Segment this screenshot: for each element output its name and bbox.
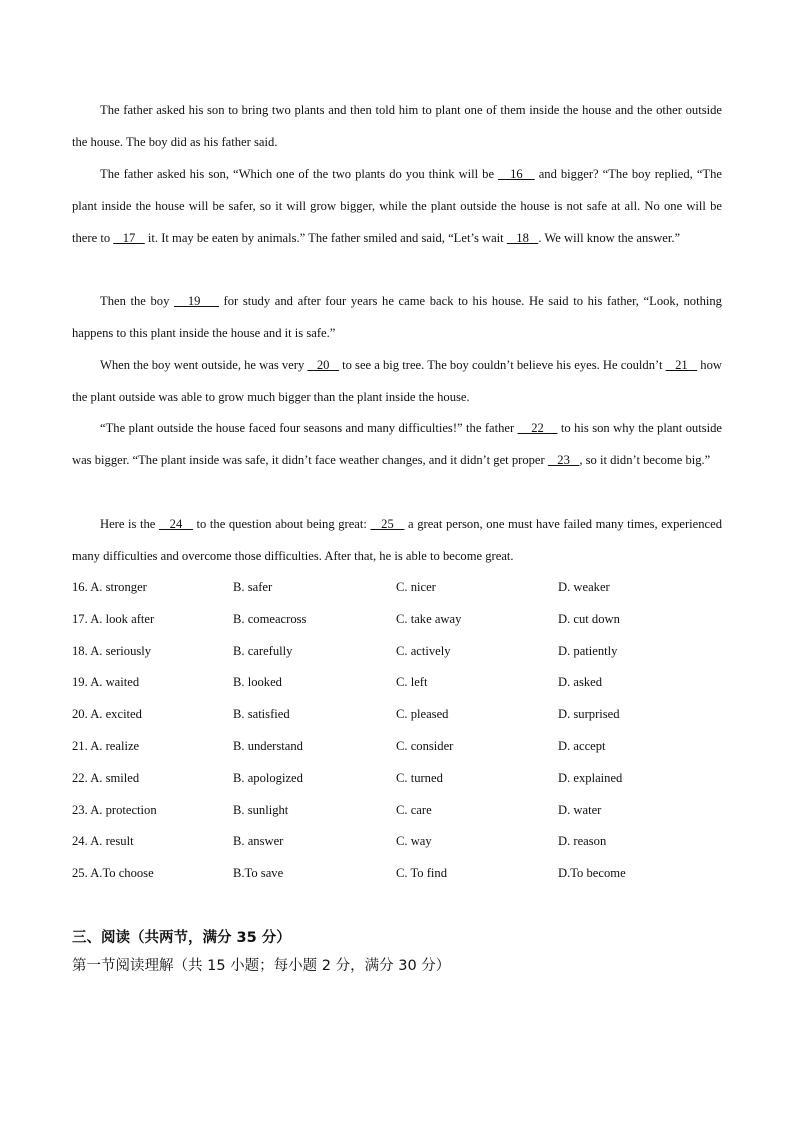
passage-paragraph-1 — [72, 94, 722, 158]
option-18-a: 18. A. seriously — [72, 643, 152, 658]
paragraph-text: The father asked his son to bring two plants and then told him to plant one of them inside the house and the other outside the house. The boy did as his father said. — [72, 103, 722, 149]
option-17-a: 17. A. look after — [72, 611, 155, 626]
option-25-a: 25. A.To choose — [72, 866, 154, 881]
option-19-c: C. left — [396, 675, 428, 690]
option-18-d: D. patiently — [558, 643, 618, 658]
option-22-a: 22. A. smiled — [72, 770, 140, 785]
option-24-a: 24. A. result — [72, 834, 134, 849]
passage-paragraph-2 — [72, 158, 722, 254]
blank-23: 23 — [547, 453, 580, 467]
blank-20: 20 — [307, 358, 339, 372]
blank-17: 17 — [113, 231, 145, 245]
paragraph-text: “The plant outside the house faced four seasons and many difficulties!” the father — [100, 421, 518, 435]
paragraph-text: to the question about being great: — [192, 517, 371, 531]
passage-paragraph-5 — [72, 412, 722, 476]
option-16-d: D. weaker — [558, 580, 610, 594]
paragraph-text: , so it didn’t become big.” — [579, 453, 711, 467]
paragraph-text: Then the boy — [100, 294, 175, 308]
question-25-options — [72, 858, 722, 890]
blank-22: 22 — [517, 421, 558, 435]
option-25-b: B.To save — [233, 866, 284, 881]
paragraph-text: . We will know the answer.” — [538, 231, 681, 245]
option-24-c: C. way — [396, 834, 432, 849]
blank-18: 18 — [506, 231, 539, 245]
option-19-a: 19. A. waited — [72, 675, 140, 690]
blank-16: 16 — [498, 167, 535, 181]
option-22-d: D. explained — [558, 770, 623, 785]
option-19-b: B. looked — [233, 675, 282, 690]
option-20-c: C. pleased — [396, 707, 449, 722]
option-24-b: B. answer — [233, 834, 284, 849]
passage-paragraph-4 — [72, 349, 722, 413]
option-25-d: D.To become — [558, 866, 626, 881]
option-22-c: C. turned — [396, 770, 443, 785]
paragraph-text: it. It may be eaten by animals.” The father smiled and said, “Let’s wait — [144, 231, 507, 245]
option-17-d: D. cut down — [558, 611, 620, 626]
paragraph-text: Here is the — [100, 517, 159, 531]
option-18-c: C. actively — [396, 643, 451, 658]
option-21-a: 21. A. realize — [72, 738, 140, 753]
option-16-b: B. safer — [233, 580, 273, 594]
question-16-options — [72, 572, 722, 604]
answer-options-list — [72, 572, 722, 890]
paragraph-text: for study and after four years he came back to his house. He said to his father, “Look, nothing happens to this plant inside the house and it is safe.” — [72, 294, 722, 340]
passage-paragraph-3 — [72, 285, 722, 349]
section-subheading: 第一节阅读理解（共 15 小题；每小题 2 分，满分 30 分） — [72, 958, 451, 974]
question-23-options — [72, 795, 722, 827]
option-23-a: 23. A. protection — [72, 802, 157, 817]
paragraph-text: to his son why the plant outside was bigger. “The plant inside was safe, it didn’t face weather changes, and it didn’t get proper — [72, 421, 722, 467]
section-heading: 三、阅读（共两节，满分 35 分） — [72, 930, 291, 946]
paragraph-text: and bigger? “The boy replied, “The plant inside the house will be safer, so it will grow bigger, while the plant outside the house is not safe at all. No one will be there to — [72, 167, 722, 245]
option-23-c: C. care — [396, 802, 432, 817]
option-16-c: C. nicer — [396, 580, 436, 594]
question-17-options — [72, 604, 722, 636]
option-17-c: C. take away — [396, 611, 462, 626]
paragraph-text: to see a big tree. The boy couldn’t believe his eyes. He couldn’t — [338, 358, 666, 372]
question-21-options — [72, 731, 722, 763]
question-20-options — [72, 699, 722, 731]
blank-19: 19 — [174, 294, 219, 308]
blank-24: 24 — [158, 517, 193, 531]
paragraph-text: how the plant outside was able to grow much bigger than the plant inside the house. — [72, 358, 722, 404]
paragraph-text: a great person, one must have failed many times, experienced many difficulties and overcome those difficulties. After that, he is able to become great. — [72, 517, 723, 563]
option-20-a: 20. A. excited — [72, 707, 142, 722]
option-21-b: B. understand — [233, 738, 303, 753]
option-21-d: D. accept — [558, 738, 606, 753]
paragraph-text: The father asked his son, “Which one of the two plants do you think will be — [100, 167, 499, 181]
option-23-b: B. sunlight — [233, 802, 289, 817]
option-17-b: B. comeacross — [233, 611, 307, 626]
blank-25: 25 — [370, 517, 405, 531]
option-20-d: D. surprised — [558, 707, 620, 722]
option-16-a: 16. A. stronger — [72, 580, 147, 594]
option-22-b: B. apologized — [233, 770, 303, 785]
option-24-d: D. reason — [558, 834, 607, 849]
blank-21: 21 — [665, 358, 698, 372]
question-22-options — [72, 763, 722, 795]
paragraph-text: When the boy went outside, he was very — [100, 358, 308, 372]
option-18-b: B. carefully — [233, 643, 293, 658]
question-18-options — [72, 636, 722, 668]
question-19-options — [72, 667, 722, 699]
option-20-b: B. satisfied — [233, 707, 290, 722]
option-25-c: C. To find — [396, 866, 448, 881]
option-21-c: C. consider — [396, 738, 454, 753]
option-23-d: D. water — [558, 802, 602, 817]
option-19-d: D. asked — [558, 675, 603, 690]
question-24-options — [72, 826, 722, 858]
passage-paragraph-6 — [72, 508, 722, 572]
